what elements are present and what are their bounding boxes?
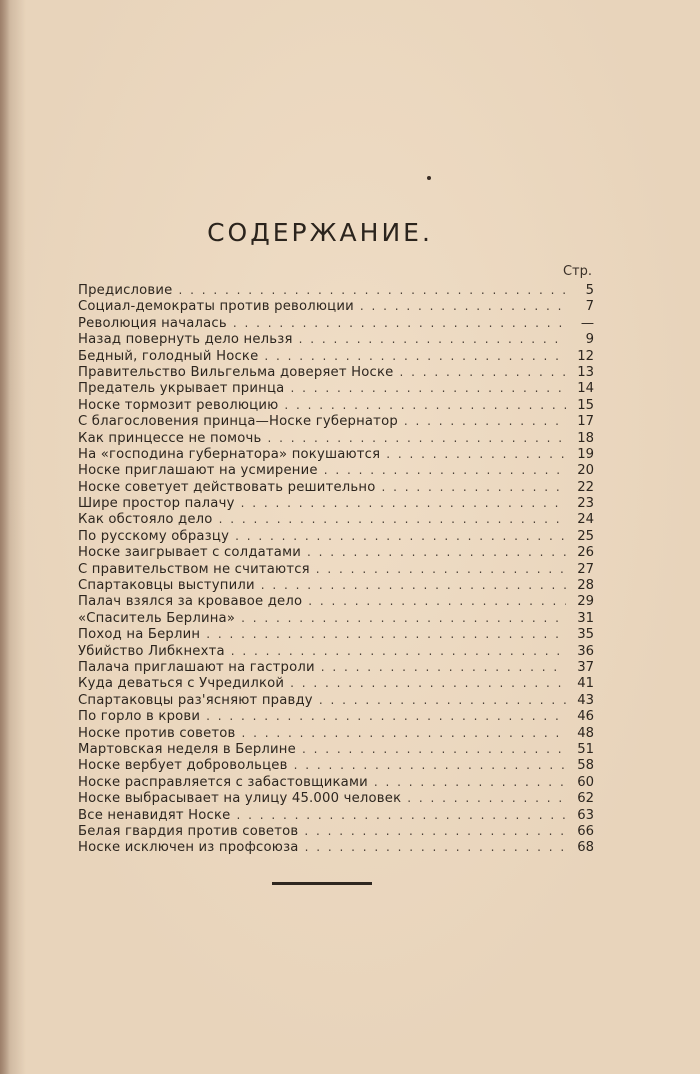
toc-entry [78,528,594,544]
dot-leader [233,315,566,331]
toc-entry-page: 24 [577,512,594,528]
dot-leader [179,282,567,298]
toc-entry-page: 31 [577,610,594,626]
page-column-header: Стр. [562,264,592,279]
dot-leader [299,331,566,347]
toc-entry-page: 27 [577,561,594,577]
toc-entry-page: 63 [577,807,594,823]
toc-entry-title: Бедный, голодный Носке [78,348,259,364]
toc-entry-title: Белая гвардия против советов [78,823,299,839]
dot-leader [304,823,566,839]
toc-entry-title: На «господина губернатора» покушаются [78,446,381,462]
dot-leader [374,774,566,790]
toc-entry-title: Носке исключен из профсоюза [78,840,299,856]
toc-entry-page: 58 [577,758,594,774]
toc-entry-page: 35 [577,627,594,643]
toc-entry-page: 23 [577,496,594,512]
toc-entry [78,725,594,741]
toc-entry-page: 43 [577,692,594,708]
toc-entry [78,790,594,806]
toc-entry [78,692,594,708]
toc-entry-page: 12 [577,348,594,364]
toc-entry-page: 41 [577,676,594,692]
toc-entry [78,315,594,331]
dot-leader [206,708,566,724]
toc-entry-page: 5 [585,283,594,298]
dot-leader [290,380,566,396]
toc-entry [78,593,594,609]
dot-leader [302,741,566,757]
toc-entry-title: Носке приглашают на усмирение [78,463,318,479]
toc-entry-title: Спартаковцы выступили [78,578,255,594]
toc-entry-title: «Спаситель Берлина» [78,610,236,626]
toc-entry-title: Как обстояло дело [78,512,213,528]
dot-leader [386,446,566,462]
toc-entry-page: 25 [577,528,594,544]
toc-entry-title: Носке заигрывает с солдатами [78,545,301,561]
toc-entry-page: 37 [577,659,594,675]
dot-leader [235,528,566,544]
dot-leader [308,593,566,609]
toc-entry-page: 68 [577,840,594,856]
dot-leader [206,626,566,642]
toc-entry-title: Поход на Берлин [78,627,201,643]
toc-entry [78,380,594,396]
toc-entry-page: 18 [577,430,594,446]
toc-entry-title: Социал-демократы против революции [78,299,354,315]
toc-entry-title: Убийство Либкнехта [78,643,225,659]
dot-leader [321,659,566,675]
toc-entry [78,577,594,593]
toc-entry [78,610,594,626]
dot-leader [231,643,566,659]
toc-entry-page: 46 [577,709,594,725]
toc-entry-title: С правительством не считаются [78,561,310,577]
toc-entry-page: 26 [577,545,594,561]
toc-entry [78,643,594,659]
toc-entry-title: Куда деваться с Учредилкой [78,676,285,692]
closing-rule [272,882,372,885]
dot-leader [219,511,566,527]
toc-entry-title: Предатель укрывает принца [78,381,285,397]
dot-leader [305,839,566,855]
toc-entry [78,807,594,823]
toc-entry [78,479,594,495]
toc-entry [78,675,594,691]
dot-leader [399,364,566,380]
toc-entry-page: 29 [577,594,594,610]
toc-entry-title: По горло в крови [78,709,201,725]
toc-entry-page: 7 [585,299,594,315]
page-spine-shadow [0,0,10,1074]
toc-entry-title: Палач взялся за кровавое дело [78,594,303,610]
toc-entry [78,544,594,560]
toc-entry-page: 28 [577,578,594,594]
toc-entry-title: Носке тормозит революцию [78,397,279,413]
toc-entry [78,430,594,446]
toc-entry-title: Правительство Вильгельма доверяет Носке [78,364,394,380]
dot-leader [241,610,566,626]
dot-leader [381,479,566,495]
dot-leader [324,462,566,478]
dot-leader [284,397,566,413]
toc-entry [78,839,594,855]
toc-entry-title: Революция началась [78,315,227,331]
toc-entry [78,462,594,478]
toc-entry [78,511,594,527]
dot-leader [407,790,566,806]
toc-entry [78,282,594,298]
toc-entry-page: 62 [577,791,594,807]
toc-entry [78,495,594,511]
toc-entry [78,446,594,462]
toc-entry-title: С благословения принца—Носке губернатор [78,414,398,430]
table-of-contents [78,282,594,856]
toc-entry-page: 22 [577,479,594,495]
toc-entry [78,626,594,642]
dot-leader [264,348,566,364]
toc-entry [78,348,594,364]
toc-entry-page: 48 [577,725,594,741]
toc-entry-title: Назад повернуть дело нельзя [78,332,293,348]
dot-leader [267,430,566,446]
toc-entry-page: 36 [577,643,594,659]
dot-leader [404,413,566,429]
toc-entry-page: 14 [577,381,594,397]
toc-entry-title: Как принцессе не помочь [78,430,262,446]
toc-entry-title: Предисловие [78,283,173,298]
toc-entry-title: Палача приглашают на гастроли [78,659,315,675]
toc-entry-page: 9 [585,332,594,348]
page-title: СОДЕРЖАНИЕ. [207,218,433,247]
toc-entry-title: Спартаковцы раз'ясняют правду [78,692,313,708]
dot-leader [316,561,566,577]
dot-leader [307,544,566,560]
toc-entry-page: 17 [577,414,594,430]
toc-entry [78,561,594,577]
toc-entry [78,413,594,429]
toc-entry-page: 51 [577,741,594,757]
dot-leader [261,577,566,593]
toc-entry-title: Мартовская неделя в Берлине [78,741,296,757]
toc-entry-page: 13 [577,364,594,380]
toc-entry [78,757,594,773]
toc-entry [78,708,594,724]
toc-entry [78,741,594,757]
toc-entry-title: Носке вербует добровольцев [78,758,288,774]
toc-entry-title: Носке советует действовать решительно [78,479,376,495]
dot-leader [360,298,566,314]
toc-entry-title: Шире простор палачу [78,496,235,512]
toc-entry [78,298,594,314]
toc-entry [78,397,594,413]
toc-entry [78,823,594,839]
toc-entry-page: 20 [577,463,594,479]
dot-leader [290,675,566,691]
ink-dot [427,176,431,180]
toc-entry-title: Все ненавидят Носке [78,807,231,823]
toc-entry [78,331,594,347]
toc-entry-page: 19 [577,446,594,462]
dot-leader [236,807,566,823]
dot-leader [241,495,566,511]
toc-entry-title: По русскому образцу [78,528,230,544]
toc-entry-title: Носке против советов [78,725,236,741]
toc-entry-title: Носке расправляется с забастовщиками [78,774,368,790]
toc-entry-page: 15 [577,397,594,413]
toc-entry [78,364,594,380]
toc-entry [78,774,594,790]
dot-leader [319,692,566,708]
toc-entry [78,659,594,675]
dot-leader [294,757,566,773]
toc-entry-page: — [580,315,594,331]
toc-entry-page: 60 [577,774,594,790]
toc-entry-page: 66 [577,823,594,839]
dot-leader [242,725,566,741]
toc-entry-title: Носке выбрасывает на улицу 45.000 человек [78,791,402,807]
